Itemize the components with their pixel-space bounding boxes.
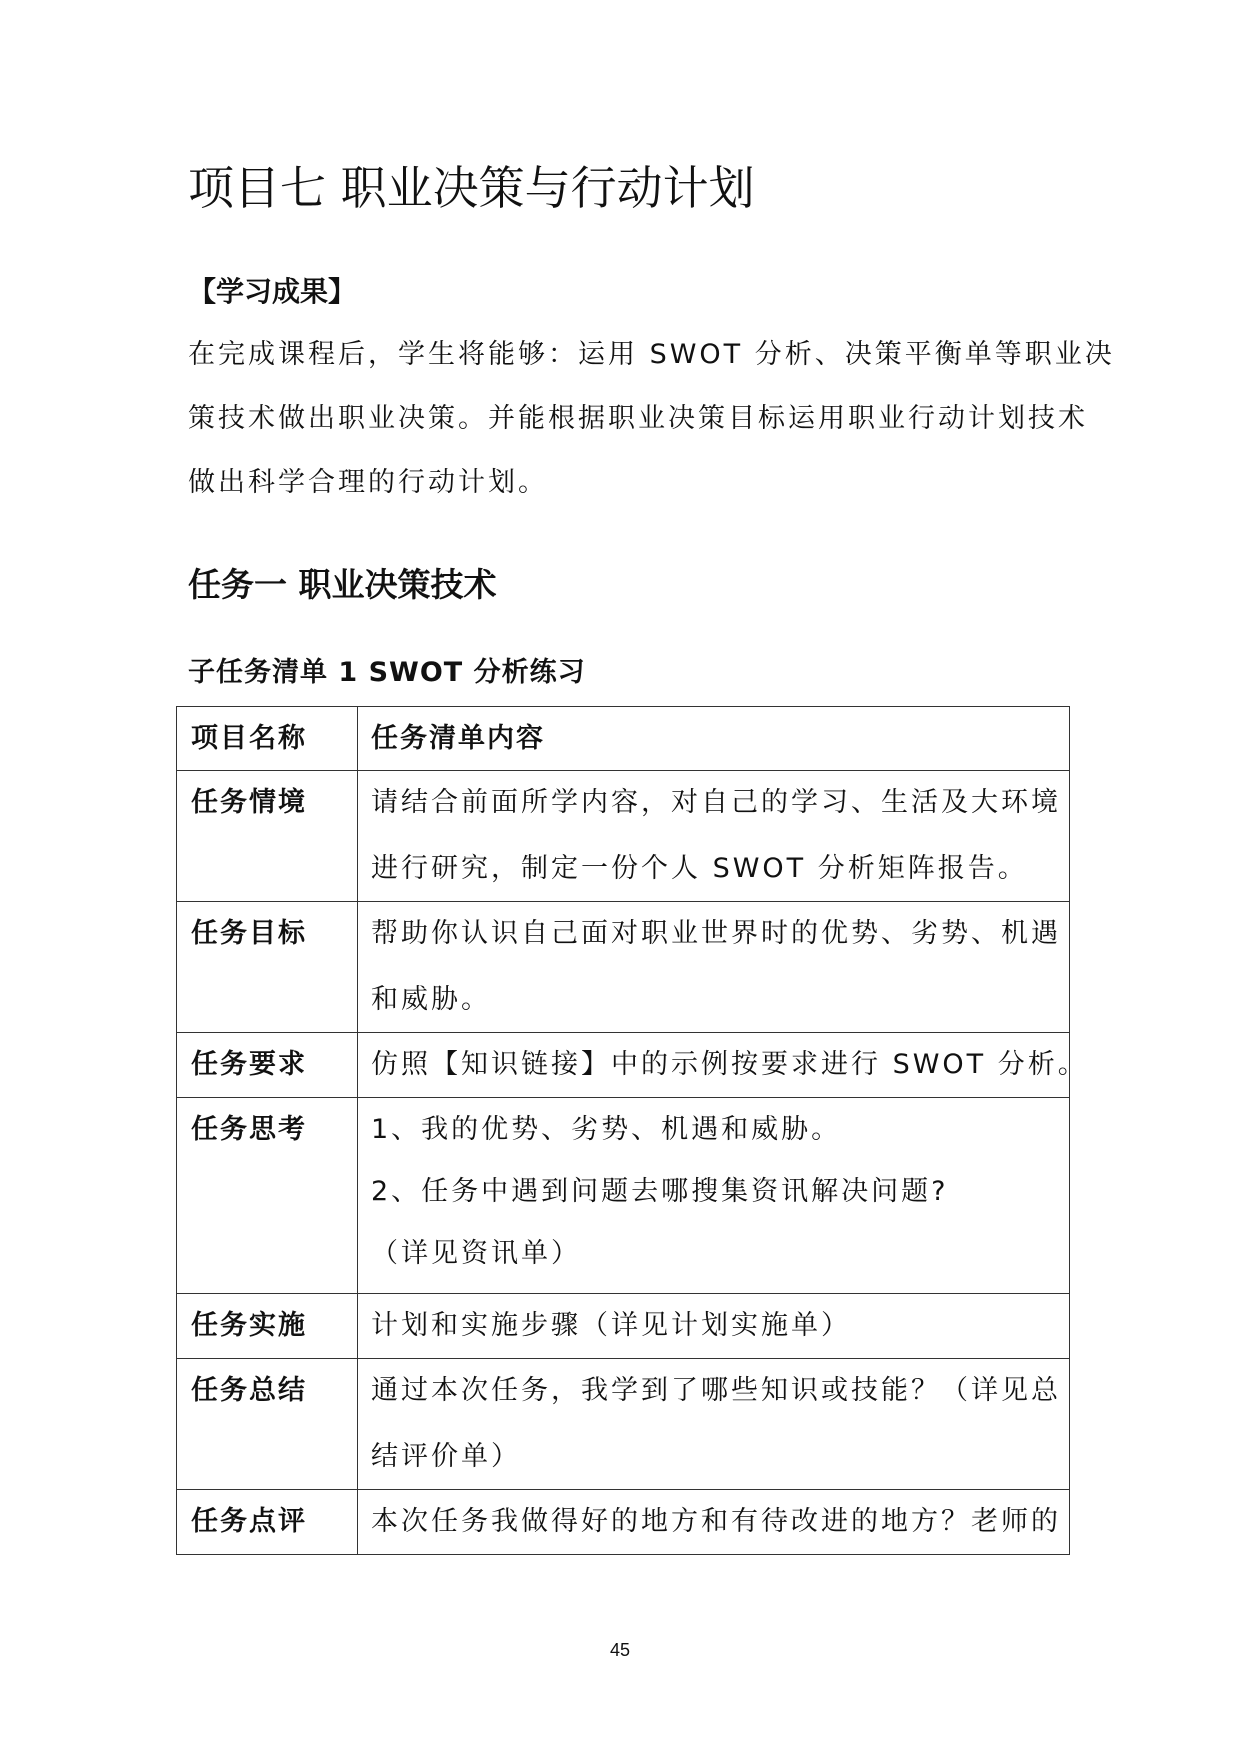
- table-caption: 子任务清单 1 SWOT 分析练习: [188, 657, 586, 688]
- row-label: 任务目标: [191, 918, 307, 949]
- content-line: 结评价单）: [371, 1441, 521, 1472]
- row-label: 任务要求: [191, 1049, 307, 1080]
- table-row: [177, 1294, 1070, 1359]
- page-number: 45: [609, 1640, 631, 1660]
- table-header-row: [177, 707, 1070, 771]
- row-label-cell: [177, 1359, 358, 1490]
- row-label-cell: [177, 771, 358, 902]
- row-content-cell: [358, 1033, 1088, 1098]
- row-label: 任务思考: [191, 1114, 307, 1145]
- task-heading: 任务一 职业决策技术: [188, 565, 497, 604]
- table-row: [177, 771, 1070, 902]
- header-label-project-name: 项目名称: [191, 723, 307, 754]
- learning-outcomes-label: 【学习成果】: [188, 275, 357, 308]
- row-label-cell: [177, 1490, 358, 1555]
- content-line: 帮助你认识自己面对职业世界时的优势、劣势、机遇: [371, 918, 1061, 949]
- row-label-cell: [177, 1098, 358, 1294]
- table-row: [177, 902, 1070, 1033]
- row-label: 任务点评: [191, 1506, 307, 1537]
- table-row: [177, 1359, 1070, 1490]
- content-line: 2、任务中遇到问题去哪搜集资讯解决问题?: [371, 1176, 949, 1207]
- content-line: 请结合前面所学内容，对自己的学习、生活及大环境: [371, 787, 1061, 818]
- row-content-cell: [358, 1294, 1070, 1359]
- content-line: 通过本次任务，我学到了哪些知识或技能？（详见总: [371, 1375, 1061, 1406]
- content-line: 本次任务我做得好的地方和有待改进的地方？老师的: [371, 1506, 1061, 1537]
- chapter-title: 项目七 职业决策与行动计划: [188, 161, 755, 215]
- paragraph-line: 在完成课程后，学生将能够：运用 SWOT 分析、决策平衡单等职业决: [188, 339, 1115, 370]
- content-line: 进行研究，制定一份个人 SWOT 分析矩阵报告。: [371, 853, 1028, 884]
- table-row: [177, 1098, 1070, 1294]
- learning-outcomes-paragraph: [188, 335, 1115, 527]
- paragraph-line: 做出科学合理的行动计划。: [188, 467, 548, 498]
- table-header-cell: [177, 707, 358, 771]
- table-row: [177, 1490, 1070, 1555]
- row-label-cell: [177, 902, 358, 1033]
- row-label: 任务情境: [191, 787, 307, 818]
- header-label-task-content: 任务清单内容: [371, 723, 545, 754]
- table-row: [177, 1033, 1070, 1098]
- row-label: 任务总结: [191, 1375, 307, 1406]
- row-label: 任务实施: [191, 1310, 307, 1341]
- row-content-cell: [358, 1490, 1070, 1555]
- row-content-cell: [358, 771, 1070, 902]
- row-label-cell: [177, 1294, 358, 1359]
- table-header-cell: [358, 707, 1070, 771]
- content-line: 计划和实施步骤（详见计划实施单）: [371, 1310, 851, 1341]
- task-list-table: [176, 706, 1088, 1555]
- row-content-cell: [358, 902, 1070, 1033]
- paragraph-line: 策技术做出职业决策。并能根据职业决策目标运用职业行动计划技术: [188, 403, 1088, 434]
- content-line: （详见资讯单）: [371, 1238, 581, 1269]
- row-content-cell: [358, 1098, 1070, 1294]
- content-line: 仿照【知识链接】中的示例按要求进行 SWOT 分析。: [371, 1049, 1088, 1080]
- content-line: 和威胁。: [371, 984, 491, 1015]
- row-label-cell: [177, 1033, 358, 1098]
- row-content-cell: [358, 1359, 1070, 1490]
- content-line: 1、我的优势、劣势、机遇和威胁。: [371, 1114, 842, 1145]
